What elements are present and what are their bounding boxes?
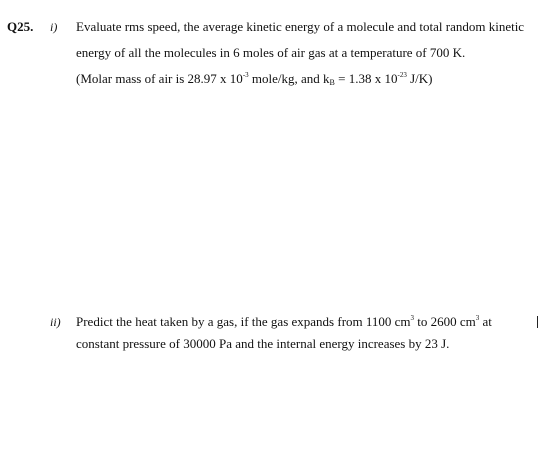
part-i-line-2: energy of all the molecules in 6 moles of air gas at a temperature of 700 K. <box>76 45 466 60</box>
to-text: to 2600 cm <box>414 314 476 329</box>
at-text: at <box>479 314 492 329</box>
boltzmann-value: = 1.38 x 10 <box>334 71 398 86</box>
part-i-line-3 <box>76 71 432 87</box>
molar-mass-text: (Molar mass of air is 28.97 x 10 <box>76 71 243 86</box>
exponent-minus-23: -23 <box>397 71 407 79</box>
part-i-label: i) <box>50 20 58 34</box>
part-ii-label: ii) <box>50 315 61 329</box>
part-i-line-1: Evaluate rms speed, the average kinetic energy of a molecule and total random kinetic <box>76 19 525 34</box>
exponent-minus-3: -3 <box>242 71 249 79</box>
heat-text: Predict the heat taken by a gas, if the gas expands from 1100 cm <box>76 314 411 329</box>
exponent-3-first: 3 <box>410 314 415 322</box>
exponent-3-second: 3 <box>475 314 480 322</box>
boltzmann-unit: J/K) <box>406 71 433 86</box>
part-ii-line-2: constant pressure of 30000 Pa and the internal energy increases by 23 J. <box>76 336 450 351</box>
part-ii-line-1 <box>76 314 492 330</box>
boltzmann-text: mole/kg, and k <box>248 71 330 86</box>
text-cursor-mark <box>537 316 538 328</box>
subscript-b: B <box>329 78 335 87</box>
question-number: Q25. <box>7 19 34 34</box>
